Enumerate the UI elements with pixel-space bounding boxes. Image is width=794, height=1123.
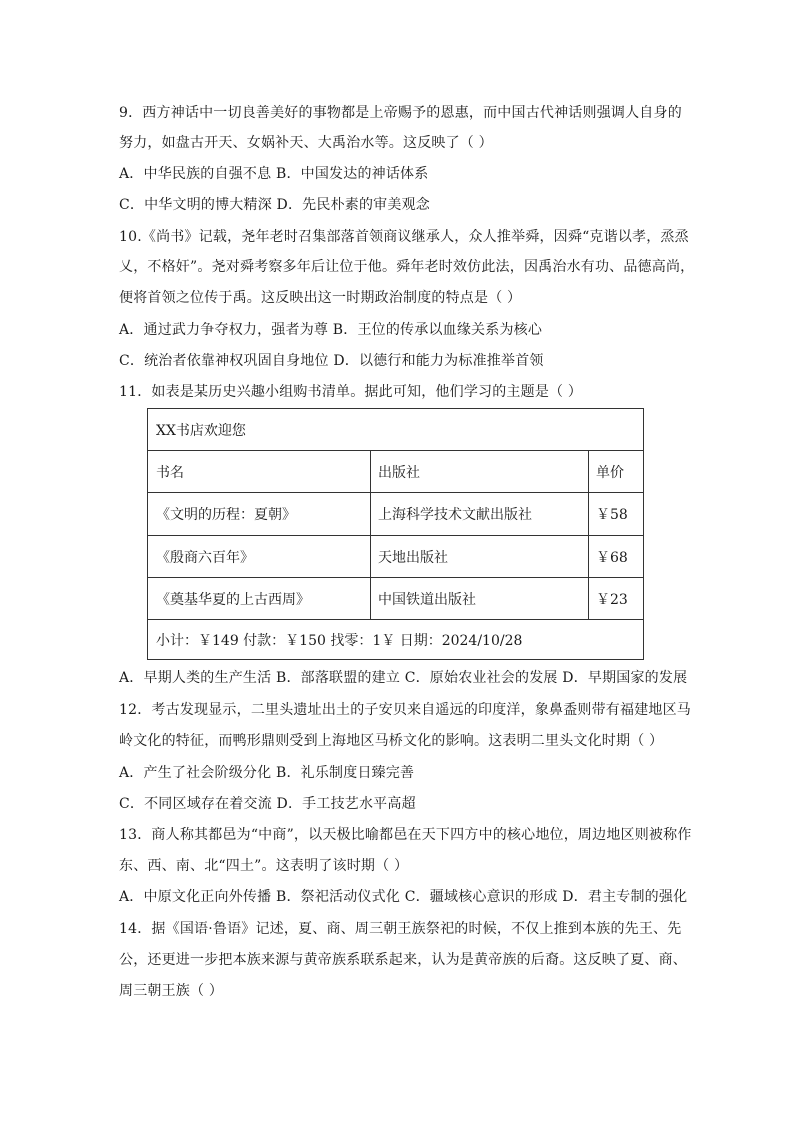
table-footer-row [148, 620, 643, 659]
table-title-row [148, 409, 643, 451]
table-row [148, 493, 643, 536]
q9-stem-line-2: 努力，如盘古开天、女娲补天、大禹治水等。这反映了（ ） [119, 135, 493, 151]
q9-options-ab: A．中华民族的自强不息 B．中国发达的神话体系 [119, 166, 429, 182]
publisher-cell: 天地出版社 [378, 549, 448, 566]
book-name-cell: 《奠基华夏的上古西周》 [156, 591, 310, 608]
header-book-name: 书名 [156, 464, 184, 481]
price-cell: ￥58 [596, 507, 628, 523]
q12-options-ab: A．产生了社会阶级分化 B．礼乐制度日臻完善 [119, 765, 415, 781]
q12-options-cd: C．不同区域存在着交流 D．手工技艺水平高超 [119, 796, 416, 812]
q13-options: A．中原文化正向外传播 B．祭祀活动仪式化 C．疆域核心意识的形成 D．君主专制的强化 [119, 889, 688, 905]
table-title: XX书店欢迎您 [156, 422, 246, 439]
q9-stem-line-1: 9．西方神话中一切良善美好的事物都是上帝赐予的恩惠，而中国古代神话则强调人自身的 [119, 105, 682, 121]
price-cell: ￥23 [596, 591, 628, 608]
table-footer: 小计：￥149 付款：￥150 找零：1￥ 日期：2024/10/28 [156, 632, 523, 649]
table-row [148, 536, 643, 578]
book-name-cell: 《殷商六百年》 [156, 549, 254, 566]
q10-stem-line-3: 便将首领之位传于禹。这反映出这一时期政治制度的特点是（ ） [119, 290, 522, 306]
q14-stem-line-3: 周三朝王族（ ） [119, 983, 224, 999]
price-cell: ￥68 [596, 549, 628, 566]
q11-options: A．早期人类的生产生活 B．部落联盟的建立 C．原始农业社会的发展 D．早期国家的发展 [119, 670, 688, 686]
q9-options-cd: C．中华文明的博大精深 D．先民朴素的审美观念 [119, 197, 430, 213]
q10-options-ab: A．通过武力争夺权力，强者为尊 B．王位的传承以血缘关系为核心 [119, 322, 543, 338]
q12-stem-line-1: 12．考古发现显示，二里头遗址出土的子安贝来自遥远的印度洋，象鼻盉则带有福建地区马 [119, 702, 692, 718]
publisher-cell: 中国铁道出版社 [378, 591, 476, 608]
book-name-cell: 《文明的历程：夏朝》 [156, 507, 296, 523]
header-publisher: 出版社 [378, 464, 420, 481]
q10-stem-line-1: 10.《尚书》记载，尧年老时召集部落首领商议继承人，众人推举舜，因舜“克谐以孝，烝烝 [119, 229, 689, 245]
q12-stem-line-2: 岭文化的特征，而鸭形鼎则受到上海地区马桥文化的影响。这表明二里头文化时期（ ） [119, 733, 664, 749]
header-price: 单价 [596, 464, 624, 481]
q10-options-cd: C．统治者依靠神权巩固自身地位 D．以德行和能力为标准推举首领 [119, 353, 544, 369]
q13-stem-line-1: 13．商人称其都邑为“中商”，以天极比喻都邑在天下四方中的核心地位，周边地区则被称作 [119, 827, 692, 843]
table-row [148, 578, 643, 620]
table-header-row [148, 451, 643, 493]
q13-stem-line-2: 东、西、南、北“四土”。这表明了该时期（ ） [119, 858, 409, 874]
q11-stem: 11．如表是某历史兴趣小组购书清单。据此可知，他们学习的主题是（ ） [119, 384, 583, 400]
q14-stem-line-1: 14．据《国语·鲁语》记述，夏、商、周三朝王族祭祀的时候，不仅上推到本族的先王、先 [119, 921, 682, 937]
q14-stem-line-2: 公，还更进一步把本族来源与黄帝族系联系起来，认为是黄帝族的后裔。这反映了夏、商、 [119, 952, 687, 968]
q10-stem-line-2: 乂，不格奸”。尧对舜考察多年后让位于他。舜年老时效仿此法，因禹治水有功、品德高尚， [119, 259, 695, 275]
publisher-cell: 上海科学技术文献出版社 [378, 507, 532, 523]
book-purchase-table [147, 408, 644, 660]
